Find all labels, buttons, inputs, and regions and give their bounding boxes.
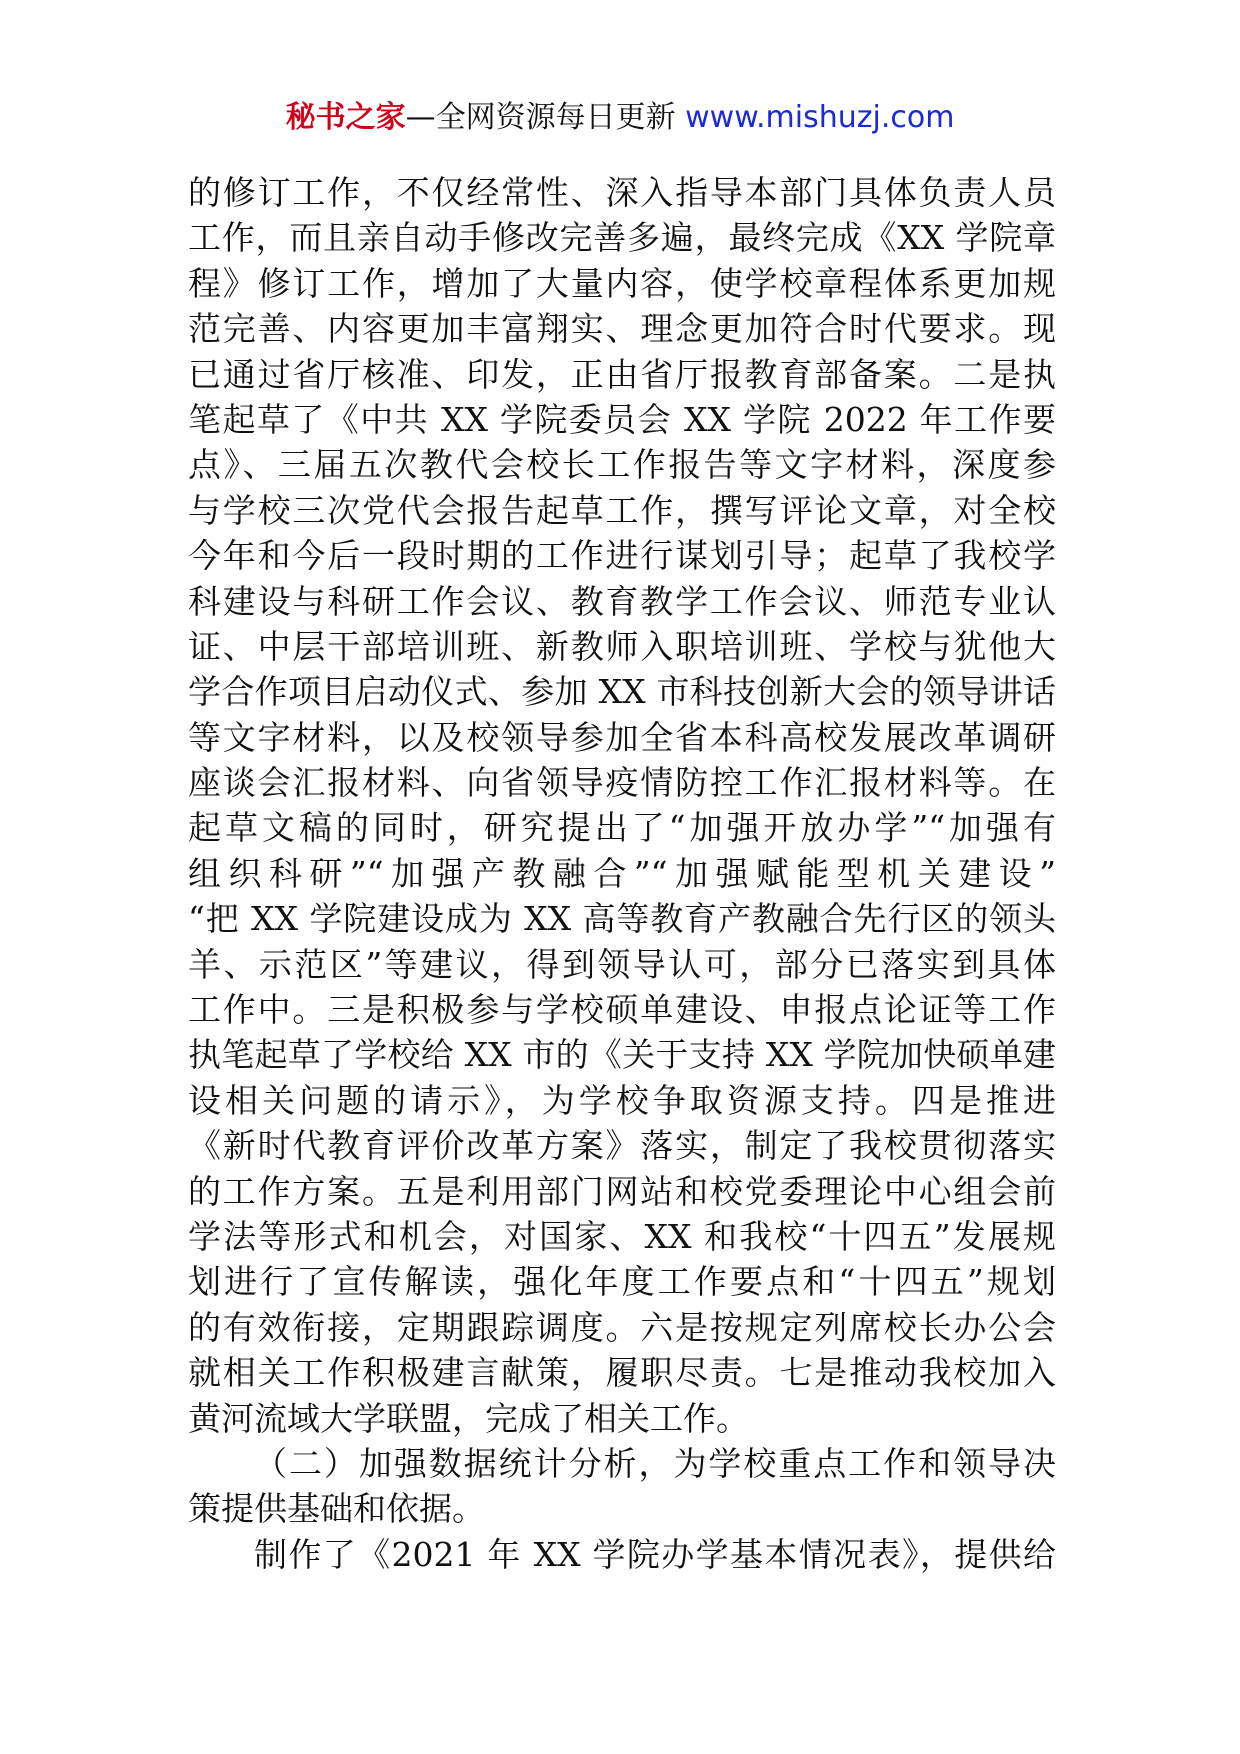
body-line: 学合作项目启动仪式、参加 XX 市科技创新大会的领导讲话 [188,672,1056,712]
site-header-banner [0,98,1240,138]
site-url-link[interactable]: www.mishuzj.com [685,100,955,135]
section-heading-line: （二）加强数据统计分析，为学校重点工作和领导决 [254,1443,1056,1483]
body-line: 羊、示范区”等建议，得到领导认可，部分已落实到具体 [188,944,1056,984]
body-line: 点》、三届五次教代会校长工作报告等文字材料，深度参 [188,445,1056,485]
body-line: 科建设与科研工作会议、教育教学工作会议、师范专业认 [188,581,1056,621]
body-line: 范完善、内容更加丰富翔实、理念更加符合时代要求。现 [188,309,1056,349]
body-line: 座谈会汇报材料、向省领导疫情防控工作汇报材料等。在 [188,763,1056,803]
body-line: “把 XX 学院建设成为 XX 高等教育产教融合先行区的领头 [188,899,1056,939]
body-line: 已通过省厅核准、印发，正由省厅报教育部备案。二是执 [188,354,1056,394]
body-line: 等文字材料，以及校领导参加全省本科高校发展改革调研 [188,717,1056,757]
header-tagline: —全网资源每日更新 [405,100,686,135]
body-line: 证、中层干部培训班、新教师入职培训班、学校与犹他大 [188,626,1056,666]
body-line: 组织科研”“加强产教融合”“加强赋能型机关建设” [188,853,1056,893]
body-line: 与学校三次党代会报告起草工作，撰写评论文章，对全校 [188,490,1056,530]
body-line: 执笔起草了学校给 XX 市的《关于支持 XX 学院加快硕单建 [188,1035,1056,1075]
body-line: 黄河流域大学联盟，完成了相关工作。 [188,1398,749,1438]
body-line: 设相关问题的请示》，为学校争取资源支持。四是推进 [188,1080,1056,1120]
body-line: 的工作方案。五是利用部门网站和校党委理论中心组会前 [188,1171,1056,1211]
body-line: 的修订工作，不仅经常性、深入指导本部门具体负责人员 [188,173,1056,212]
body-line: 划进行了宣传解读，强化年度工作要点和“十四五”规划 [188,1262,1056,1302]
body-line: 工作中。三是积极参与学校硕单建设、申报点论证等工作 [188,990,1056,1030]
body-line: 工作，而且亲自动手修改完善多遍，最终完成《XX 学院章 [188,218,1056,258]
body-line: 起草文稿的同时，研究提出了“加强开放办学”“加强有 [188,808,1056,848]
body-line: 的有效衔接，定期跟踪调度。六是按规定列席校长办公会 [188,1307,1056,1347]
body-line: 学法等形式和机会，对国家、XX 和我校“十四五”发展规 [188,1216,1056,1256]
body-line: 就相关工作积极建言献策，履职尽责。七是推动我校加入 [188,1353,1056,1393]
body-line: 今年和今后一段时期的工作进行谋划引导；起草了我校学 [188,536,1056,576]
brand-name: 秘书之家 [285,100,406,135]
body-line: 《新时代教育评价改革方案》落实，制定了我校贯彻落实 [188,1126,1056,1166]
section-heading-line: 策提供基础和依据。 [188,1489,485,1529]
body-line: 制作了《2021 年 XX 学院办学基本情况表》，提供给 [254,1534,1056,1574]
body-line: 笔起草了《中共 XX 学院委员会 XX 学院 2022 年工作要 [188,399,1056,439]
body-line: 程》修订工作，增加了大量内容，使学校章程体系更加规 [188,263,1056,303]
document-body [188,170,1056,1577]
